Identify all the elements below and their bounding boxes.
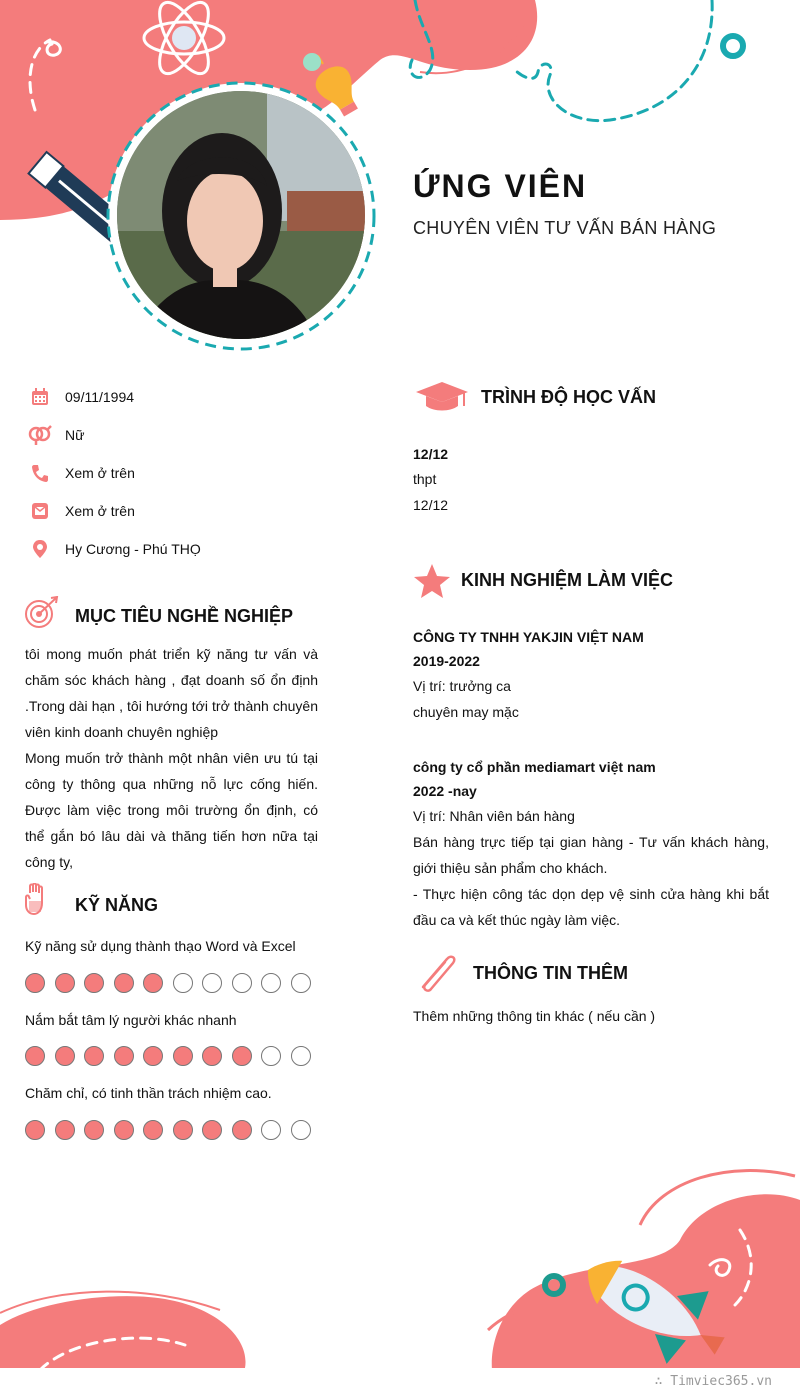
rating-dot-empty <box>261 1046 281 1066</box>
work-description: chuyên may mặc <box>413 704 519 720</box>
education-school: thpt <box>413 471 437 487</box>
work-position: Vị trí: Nhân viên bán hàng <box>413 808 575 824</box>
rating-dot-filled <box>143 1120 163 1140</box>
email-value: Xem ở trên <box>65 503 135 519</box>
gender-icon <box>28 423 52 447</box>
rating-dot-empty <box>202 973 222 993</box>
education-heading: 12/12 <box>413 446 449 462</box>
skill-name: Kỹ năng sử dụng thành thạo Word và Excel <box>25 938 296 954</box>
rating-dot-filled <box>173 1120 193 1140</box>
work-position: Vị trí: trưởng ca <box>413 678 511 694</box>
target-icon <box>24 596 60 630</box>
work-period: 2022 -nay <box>413 783 477 799</box>
rating-dot-filled <box>55 1046 75 1066</box>
rating-dot-filled <box>143 973 163 993</box>
skill-rating <box>25 1046 320 1066</box>
rating-dot-filled <box>232 1046 252 1066</box>
ring-icon <box>723 36 743 56</box>
phone-icon <box>28 461 52 485</box>
company-name: CÔNG TY TNHH YAKJIN VIỆT NAM <box>413 629 644 645</box>
rating-dot-empty <box>173 973 193 993</box>
skills-title: KỸ NĂNG <box>75 895 159 915</box>
skill-name: Nắm bắt tâm lý người khác nhanh <box>25 1012 237 1028</box>
gender-value: Nữ <box>65 427 85 443</box>
rating-dot-filled <box>84 1046 104 1066</box>
rating-dot-empty <box>261 1120 281 1140</box>
rating-dot-filled <box>84 973 104 993</box>
extra-info-title: THÔNG TIN THÊM <box>473 963 628 983</box>
contact-email <box>28 498 135 524</box>
rating-dot-filled <box>25 1120 45 1140</box>
rating-dot-empty <box>291 1120 311 1140</box>
candidate-name: ỨNG VIÊN <box>413 168 588 204</box>
hand-icon <box>24 883 50 917</box>
candidate-photo <box>117 91 365 339</box>
objective-title: MỤC TIÊU NGHỀ NGHIỆP <box>75 606 294 626</box>
skill-rating <box>25 973 320 993</box>
rating-dot-filled <box>84 1120 104 1140</box>
rating-dot-filled <box>143 1046 163 1066</box>
contact-birthdate <box>28 384 134 410</box>
paperclip-icon <box>415 953 459 993</box>
email-icon <box>28 499 52 523</box>
education-detail: 12/12 <box>413 497 449 513</box>
rating-dot-filled <box>232 1120 252 1140</box>
work-description: Bán hàng trực tiếp tại gian hàng - Tư vấn khách hàng, giới thiệu sản phẩm cho khách. - Thực hiện công tác dọn dẹp vệ sinh cửa hàng khi bắt đầu ca và kết thúc ngày làm việc. <box>413 834 769 928</box>
address-value: Hy Cương - Phú THỌ <box>65 541 201 557</box>
rating-dot-empty <box>291 973 311 993</box>
portrait-illustration <box>117 91 365 339</box>
rating-dot-filled <box>55 1120 75 1140</box>
contact-address <box>28 536 201 562</box>
company-name: công ty cổ phần mediamart việt nam <box>413 759 656 775</box>
rating-dot-filled <box>202 1046 222 1066</box>
extra-info-text: Thêm những thông tin khác ( nếu cần ) <box>413 1008 656 1024</box>
rating-dot-filled <box>25 1046 45 1066</box>
rating-dot-filled <box>55 973 75 993</box>
rating-dot-empty <box>261 973 281 993</box>
rating-dot-filled <box>173 1046 193 1066</box>
rating-dot-filled <box>114 1046 134 1066</box>
education-title: TRÌNH ĐỘ HỌC VẤN <box>481 387 656 407</box>
graduation-cap-icon <box>414 380 470 414</box>
contact-gender <box>28 422 84 448</box>
star-icon <box>413 563 451 599</box>
objective-text: tôi mong muốn phát triển kỹ năng tư vấn và chăm sóc khách hàng , đạt doanh số ổn định .Trong dài hạn , tôi hướng tới trở thành chuyên viên kinh doanh chuyên nghiệp Mong muốn trở thành một nhân viên ưu tú tại công ty thông qua những nỗ lực cống hiến. Được làm việc trong môi trường ổn định, có thể gắn bó lâu dài và thăng tiến hơn nữa tại công ty, <box>25 646 318 870</box>
skill-name: Chăm chỉ, có tinh thần trách nhiệm cao. <box>25 1085 272 1101</box>
rating-dot-filled <box>202 1120 222 1140</box>
rating-dot-filled <box>114 1120 134 1140</box>
experience-title: KINH NGHIỆM LÀM VIỆC <box>461 570 674 590</box>
rating-dot-empty <box>232 973 252 993</box>
skill-rating <box>25 1120 320 1140</box>
birthdate-value: 09/11/1994 <box>65 389 135 405</box>
job-title: CHUYÊN VIÊN TƯ VẤN BÁN HÀNG <box>413 218 717 238</box>
rating-dot-filled <box>114 973 134 993</box>
phone-value: Xem ở trên <box>65 465 135 481</box>
rating-dot-filled <box>25 973 45 993</box>
contact-phone <box>28 460 135 486</box>
watermark: ∴ Timviec365.vn <box>654 1374 772 1389</box>
location-icon <box>28 537 52 561</box>
rating-dot-empty <box>291 1046 311 1066</box>
work-period: 2019-2022 <box>413 653 480 669</box>
calendar-icon <box>28 385 52 409</box>
